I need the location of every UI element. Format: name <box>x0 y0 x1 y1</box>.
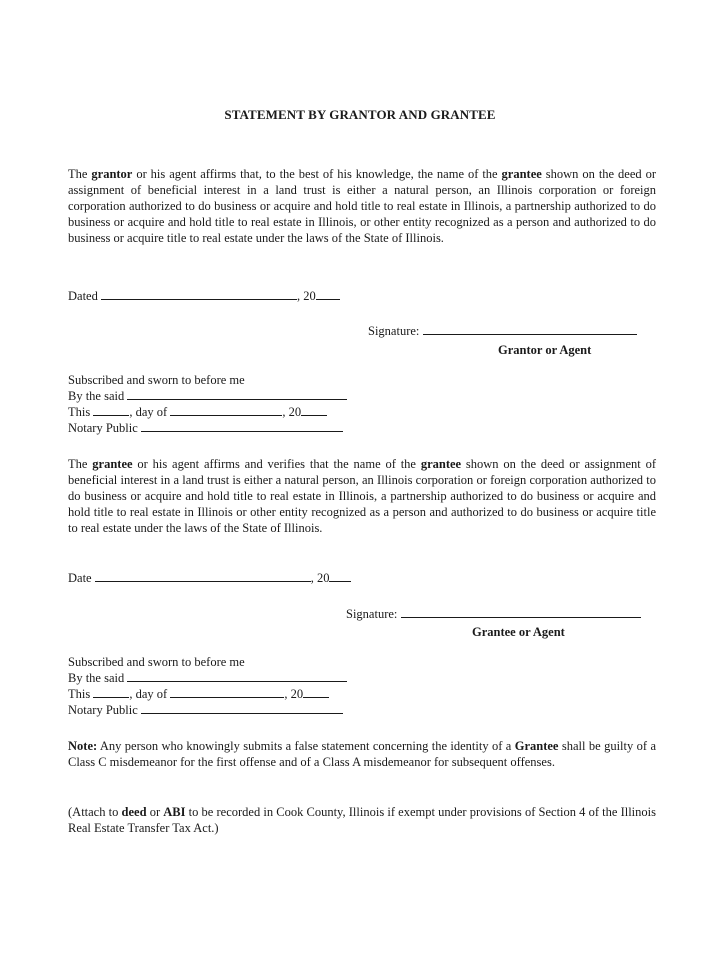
grantee-para-mid: or his agent affirms and verifies that the name of the <box>132 457 421 471</box>
notary-year-field-line[interactable] <box>301 404 327 416</box>
grantee-para-rest: shown on the deed or assignment of beneficial interest in a land trust is either a natural person, an Illinois corporation or foreign corporation authorized to do business or acquire and hold title to real estate in Illinois, a partnership authorized to do business or acquire and hold title to real estate in Illinois or other entity recognized as a person and authorized to do business or acquire title to real estate under the laws of the State of Illinois. <box>68 457 657 535</box>
attach-rest: to be recorded in Cook County, Illinois if exempt under provisions of Section 4 of the Illinois Real Estate Transfer Tax Act.) <box>68 805 656 835</box>
note-grantee-term: Grantee <box>514 739 559 753</box>
grantor-bold-term: grantor <box>91 167 133 181</box>
grantor-para-mid: or his agent affirms that, to the best of his knowledge, the name of the <box>132 167 502 181</box>
notary-by-the-said-row <box>68 388 347 404</box>
dated-field-line[interactable] <box>101 288 297 300</box>
date-label: Date <box>68 571 92 585</box>
note-text-a: Any person who knowingly submits a false statement concerning the identity of a <box>97 739 515 753</box>
grantee-agent-caption: Grantee or Agent <box>472 625 565 639</box>
date-year-prefix: , 20 <box>310 571 330 585</box>
notary-public-field-line[interactable] <box>141 702 343 714</box>
by-the-said-field-line[interactable] <box>127 388 347 400</box>
note-label: Note: <box>68 739 98 753</box>
grantor-para-intro: The <box>68 167 92 181</box>
grantee-bold-term: grantee <box>501 167 542 181</box>
day-of-label: , day of <box>129 687 168 701</box>
date-year-field-line[interactable] <box>329 570 351 582</box>
attach-or: or <box>146 805 164 819</box>
grantee-date-row <box>68 570 351 586</box>
notary-year-field-line[interactable] <box>303 686 329 698</box>
by-the-said-field-line[interactable] <box>127 670 347 682</box>
date-field-line[interactable] <box>95 570 311 582</box>
notary-subscribed-text: Subscribed and sworn to before me <box>68 655 245 669</box>
day-of-label: , day of <box>129 405 168 419</box>
notary-public-row <box>68 420 343 436</box>
notary-date-row <box>68 686 329 702</box>
by-the-said-label: By the said <box>68 389 125 403</box>
grantor-signature-line[interactable] <box>423 323 637 335</box>
grantor-statement-paragraph <box>68 166 656 246</box>
note-text-b: shall be guilty of a Class C misdemeanor for the first offense and of a Class A misdemeanor for subsequent offenses. <box>68 739 656 769</box>
attach-abi-term: ABI <box>163 805 186 819</box>
notary-public-row <box>68 702 343 718</box>
page-title: STATEMENT BY GRANTOR AND GRANTEE <box>224 107 496 122</box>
month-field-line[interactable] <box>170 686 284 698</box>
grantor-signature-row <box>368 323 637 339</box>
grantee-bold-term-2: grantee <box>420 457 462 471</box>
grantor-dated-row <box>68 288 340 304</box>
day-field-line[interactable] <box>93 404 129 416</box>
grantor-para-rest: shown on the deed or assignment of beneficial interest in a land trust is either a natural person, an Illinois corporation or foreign corporation authorized to do business or acquire and hold title to real estate in Illinois, a partnership authorized to do business or acquire and hold title to real estate in Illinois, or other entity recognized as a person and authorized to do business or acquire title to real estate under the laws of the State of Illinois. <box>68 167 656 245</box>
attach-deed-term: deed <box>121 805 147 819</box>
grantee-bold-term: grantee <box>92 457 133 471</box>
notary-date-row <box>68 404 327 420</box>
day-field-line[interactable] <box>93 686 129 698</box>
this-label: This <box>68 405 91 419</box>
attach-instruction-paragraph <box>68 804 656 836</box>
this-label: This <box>68 687 91 701</box>
notary-public-label: Notary Public <box>68 421 138 435</box>
signature-label: Signature: <box>368 324 420 338</box>
by-the-said-label: By the said <box>68 671 125 685</box>
notary-public-label: Notary Public <box>68 703 138 717</box>
notary-year-prefix: , 20 <box>282 405 302 419</box>
grantor-agent-caption: Grantor or Agent <box>498 343 592 357</box>
notary-subscribed-text: Subscribed and sworn to before me <box>68 373 245 387</box>
dated-year-field-line[interactable] <box>316 288 340 300</box>
month-field-line[interactable] <box>170 404 282 416</box>
notary-by-the-said-row <box>68 670 347 686</box>
grantee-statement-paragraph <box>68 456 656 536</box>
dated-year-prefix: , 20 <box>296 289 316 303</box>
signature-label: Signature: <box>346 607 398 621</box>
grantee-signature-line[interactable] <box>401 606 641 618</box>
attach-open: (Attach to <box>68 805 122 819</box>
dated-label: Dated <box>68 289 98 303</box>
notary-public-field-line[interactable] <box>141 420 343 432</box>
notary-year-prefix: , 20 <box>284 687 304 701</box>
grantee-signature-row <box>346 606 641 622</box>
grantee-para-intro: The <box>68 457 93 471</box>
note-paragraph <box>68 738 656 770</box>
